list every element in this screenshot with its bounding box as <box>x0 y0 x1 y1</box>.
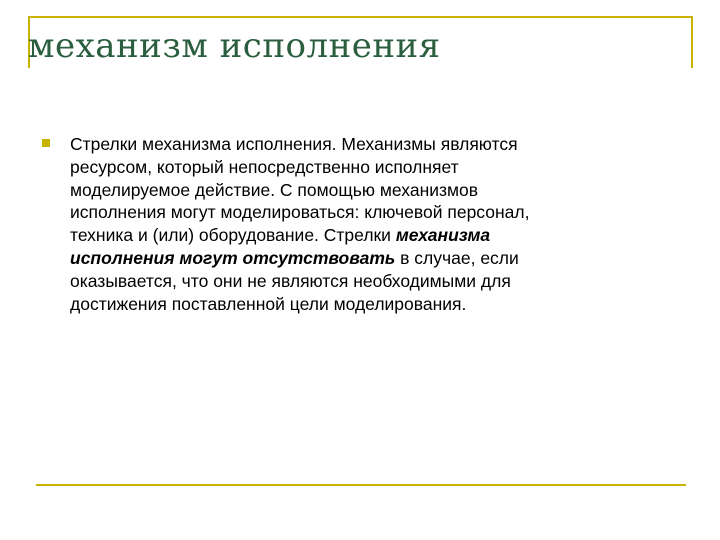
frame-right-rule <box>691 16 693 68</box>
frame-bottom-rule <box>36 484 686 486</box>
text-line: ресурсом, который непосредственно исполняет <box>70 156 459 177</box>
bullet-text <box>70 133 650 315</box>
slide-title: механизм исполнения <box>28 26 441 66</box>
emphasis-text: механизма <box>395 225 491 246</box>
text-line: исполнения могут моделироваться: ключевой персонал, <box>70 202 530 223</box>
text-line: моделируемое действие. С помощью механизмов <box>70 179 479 200</box>
text-line: оказывается, что они не являются необходимыми для <box>70 270 511 291</box>
text-line: Стрелки механизма исполнения. Механизмы являются <box>70 134 518 154</box>
square-bullet-icon <box>42 139 50 147</box>
text-run: в случае, если <box>395 247 519 268</box>
text-line: достижения поставленной цели моделирования. <box>70 293 467 314</box>
text-line <box>70 224 650 247</box>
emphasis-text: исполнения могут отсутствовать <box>70 247 396 268</box>
text-line <box>70 247 650 270</box>
text-run: техника и (или) оборудование. Стрелки <box>70 225 396 246</box>
frame-top-rule <box>28 16 693 18</box>
